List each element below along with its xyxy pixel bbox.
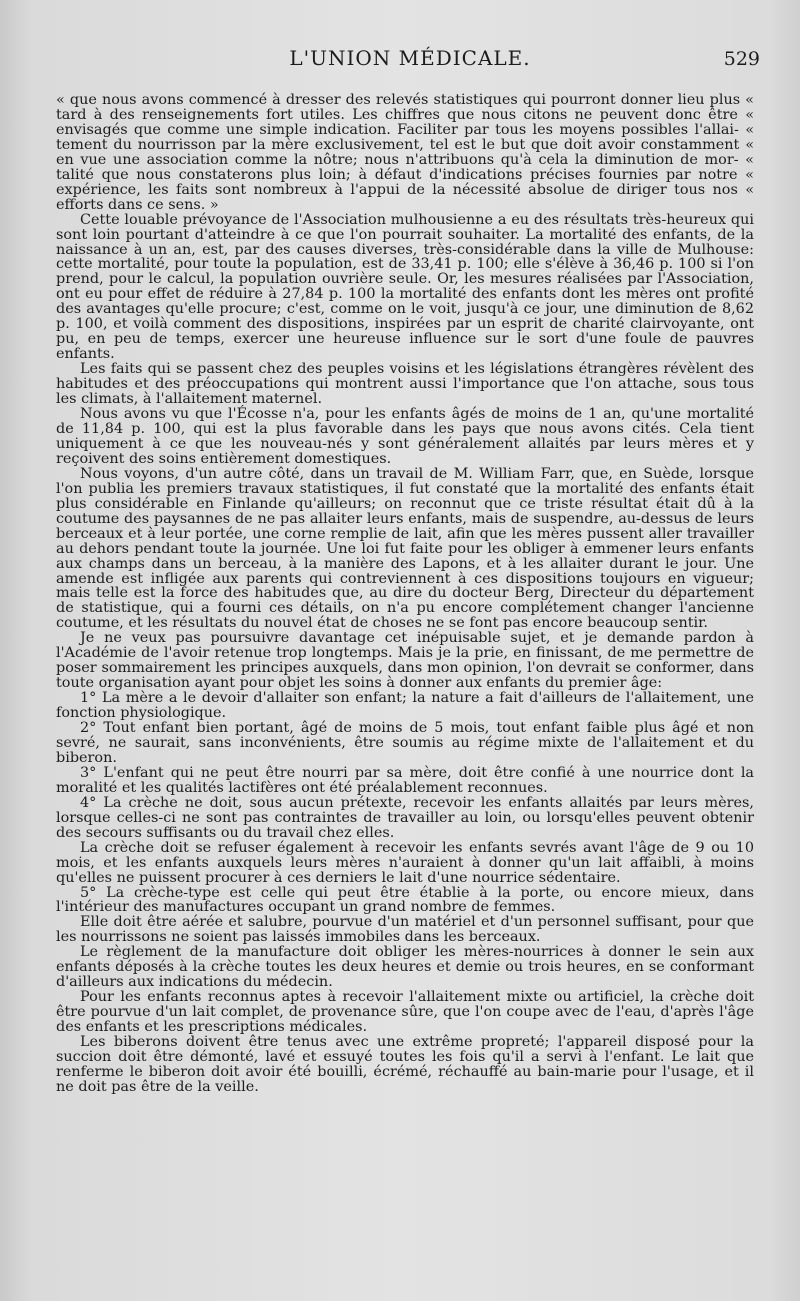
paragraph: La crèche doit se refuser également à recevoir les enfants sevrés avant l'âge de 9 ou 10 mois, et les enfants auxquels leurs mères n'auraient à donner qu'un lait affaibli, à moins qu'elles ne puissent procurer à ces derniers le lait d'une nourrice sédentaire. bbox=[56, 839, 754, 886]
paragraph: Nous voyons, d'un autre côté, dans un travail de M. William Farr, que, en Suède, lorsque l'on publia les premiers travaux statistiques, il fut constaté que la mortalité des enfants était plus considérable en Finlande qu'ailleurs; on reconnut que ce triste résultat était dû à la coutume des paysannes de ne pas allaiter leurs enfants, mais de suspendre, au-dessus de leurs berceaux et à leur portée, une corne remplie de lait, afin que les mères pussent aller travailler au dehors pendant toute la journée. Une loi fut faite pour les obliger à emmener leurs enfants aux champs dans un berceau, à la manière des Lapons, et à les allaiter durant le jour. Une amende est infligée aux parents qui contreviennent à ces dispositions toujours en vigueur; mais telle est la force des habitudes que, au dire du docteur Berg, Directeur du département de statistique, qui a fourni ces détails, on n'a pu encore complétement changer l'ancienne coutume, et les résultats du nouvel état de choses ne se font pas encore beaucoup sentir. bbox=[56, 465, 754, 632]
paragraph: Elle doit être aérée et salubre, pourvue d'un matériel et d'un personnel suffisant, pour que les nourrissons ne soient pas laissés immobiles dans les berceaux. bbox=[56, 914, 754, 946]
page-number: 529 bbox=[723, 48, 760, 70]
paragraph: 5° La crèche-type est celle qui peut être établie à la porte, ou encore mieux, dans l'intérieur des manufactures occupant un grand nombre de femmes. bbox=[56, 884, 754, 916]
paragraph: Le règlement de la manufacture doit obliger les mères-nourrices à donner le sein aux enfants déposés à la crèche toutes les deux heures et demie ou trois heures, en se conformant d'ailleurs aux indications du médecin. bbox=[56, 944, 754, 991]
page-header bbox=[60, 46, 760, 76]
paragraph: « que nous avons commencé à dresser des relevés statistiques qui pourront donner lieu plus « tard à des renseignements fort utiles. Les chiffres que nous citons ne peuvent donc être « envisagés que comme une simple indication. Faciliter par tous les moyens possibles l'allai- « tement du nourrisson par la mère exclusivement, tel est le but que doit avoir constamment « en vue une association comme la nôtre; nous n'attribuons qu'à cela la diminution de mor- « talité que nous constaterons plus loin; à défaut d'indications précises fournies par notre « expérience, les faits sont nombreux à l'appui de la nécessité absolue de diriger tous nos « efforts dans ce sens. » bbox=[56, 92, 754, 213]
paragraph: Je ne veux pas poursuivre davantage cet inépuisable sujet, et je demande pardon à l'Académie de l'avoir retenue trop longtemps. Mais je la prie, en finissant, de me permettre de poser sommairement les principes auxquels, dans mon opinion, l'on devrait se conformer, dans toute organisation ayant pour objet les soins à donner aux enfants du premier âge: bbox=[56, 630, 754, 692]
paragraph: Les faits qui se passent chez des peuples voisins et les législations étrangères révèlent des habitudes et des préoccupations qui montrent aussi l'importance que l'on attache, sous tous les climats, à l'allaitement maternel. bbox=[56, 361, 754, 408]
article-body bbox=[56, 93, 754, 1095]
journal-title: L'UNION MÉDICALE. bbox=[289, 46, 531, 70]
paragraph: Pour les enfants reconnus aptes à recevoir l'allaitement mixte ou artificiel, la crèche doit être pourvue d'un lait complet, de provenance sûre, que l'on coupe avec de l'eau, d'après l'âge des enfants et les prescriptions médicales. bbox=[56, 989, 754, 1036]
paragraph: Cette louable prévoyance de l'Association mulhousienne a eu des résultats très-heureux qui sont loin pourtant d'atteindre à ce que l'on pourrait souhaiter. La mortalité des enfants, de la naissance à un an, est, par des causes diverses, très-considérable dans la ville de Mulhouse: cette mortalité, pour toute la population, est de 33,41 p. 100; elle s'élève à 36,46 p. 100 si l'on prend, pour le calcul, la population ouvrière seule. Or, les mesures réalisées par l'Association, ont eu pour effet de réduire à 27,84 p. 100 la mortalité des enfants dont les mères ont profité des avantages qu'elle procure; c'est, comme on le voit, jusqu'à ce jour, une diminution de 8,62 p. 100, et voilà comment des dispositions, inspirées par un esprit de charité clairvoyante, ont pu, en peu de temps, exercer une heureuse influence sur le sort d'une foule de pauvres enfants. bbox=[56, 211, 754, 363]
paragraph: 3° L'enfant qui ne peut être nourri par sa mère, doit être confié à une nourrice dont la moralité et les qualités lactifères ont été préalablement reconnues. bbox=[56, 764, 754, 796]
paragraph: Les biberons doivent être tenus avec une extrême propreté; l'appareil disposé pour la succion doit être démonté, lavé et essuyé toutes les fois qu'il a servi à l'enfant. Le lait que renferme le biberon doit avoir été bouilli, écrémé, réchauffé au bain-marie pour l'usage, et il ne doit pas être de la veille. bbox=[56, 1034, 754, 1095]
paragraph: 2° Tout enfant bien portant, âgé de moins de 5 mois, tout enfant faible plus âgé et non sevré, ne saurait, sans inconvénients, être soumis au régime mixte de l'allaitement et du biberon. bbox=[56, 720, 754, 766]
paragraph: 4° La crèche ne doit, sous aucun prétexte, recevoir les enfants allaités par leurs mères, lorsque celles-ci ne sont pas contraintes de travailler au loin, ou lorsqu'elles peuvent obtenir des secours suffisants ou du travail chez elles. bbox=[56, 794, 754, 841]
paragraph: 1° La mère a le devoir d'allaiter son enfant; la nature a fait d'ailleurs de l'allaitement, une fonction physiologique. bbox=[56, 690, 754, 722]
paragraph: Nous avons vu que l'Écosse n'a, pour les enfants âgés de moins de 1 an, qu'une mortalité de 11,84 p. 100, qui est la plus favorable dans les pays que nous avons cités. Cela tient uniquement à ce que les nouveau-nés y sont généralement allaités par leurs mères et y reçoivent des soins entièrement domestiques. bbox=[56, 406, 754, 467]
